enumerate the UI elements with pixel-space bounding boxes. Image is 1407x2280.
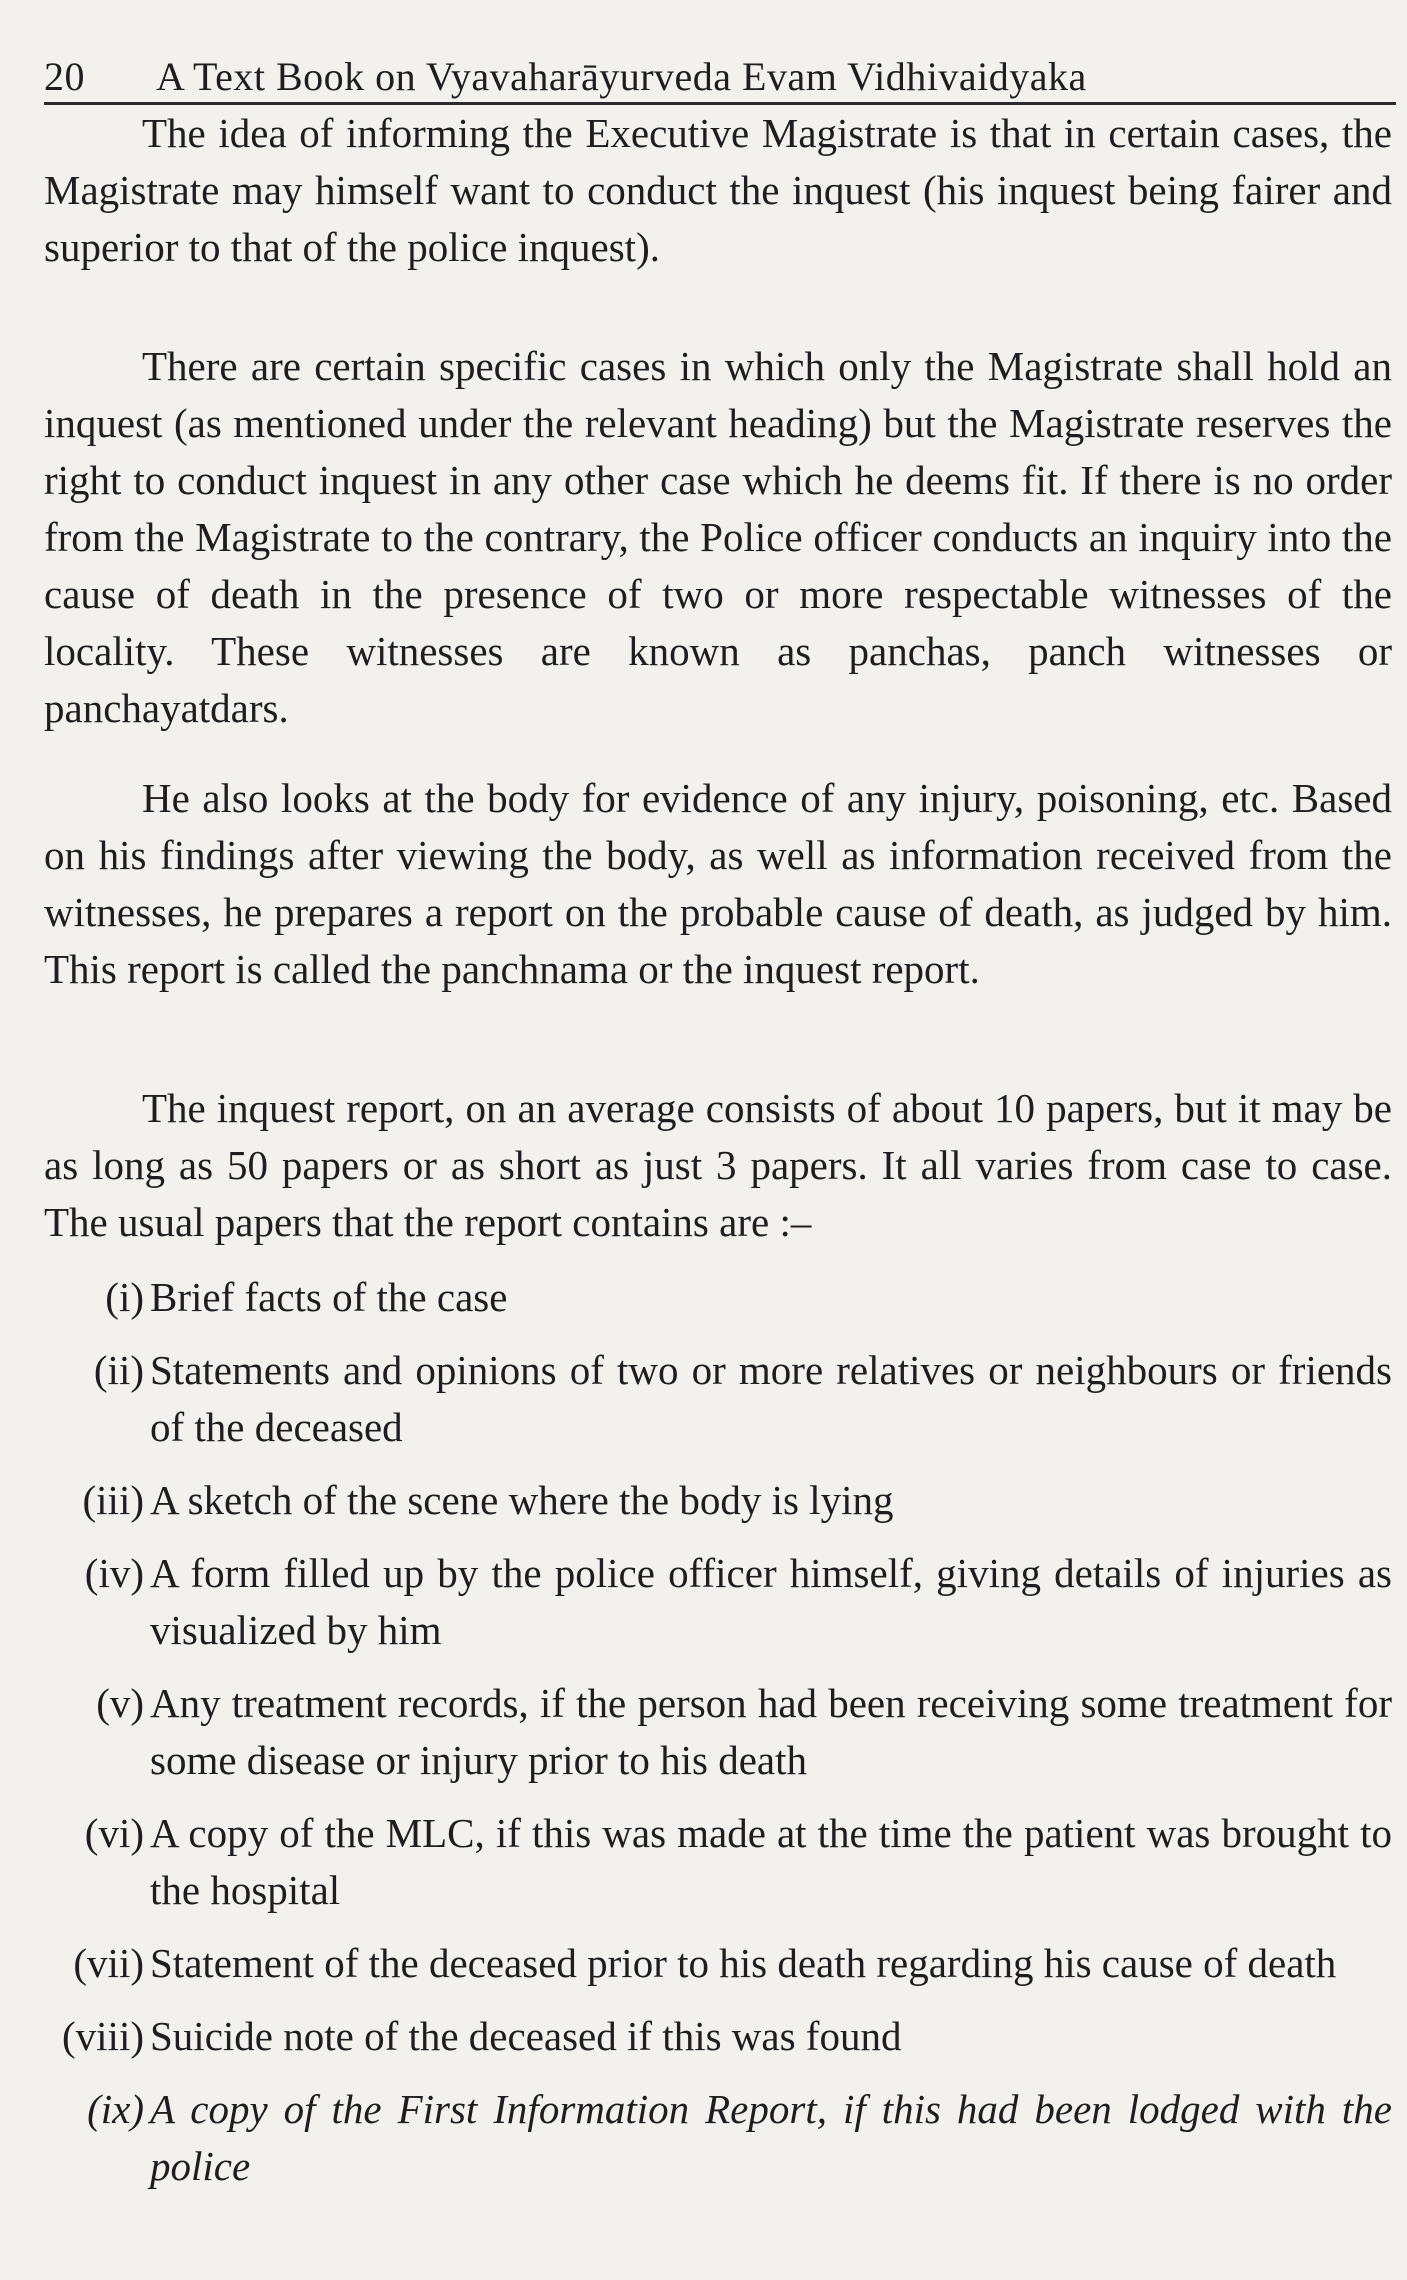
book-title: A Text Book on Vyavaharāyurveda Evam Vidhivaidyaka (156, 54, 1087, 99)
list-item (44, 1269, 1392, 1326)
list-item-text: A copy of the MLC, if this was made at the time the patient was brought to the hospital (150, 1810, 1392, 1913)
list-item (44, 1675, 1392, 1789)
list-item-text: Statement of the deceased prior to his death regarding his cause of death (150, 1940, 1337, 1986)
list-marker: (v) (96, 1680, 144, 1726)
paragraph-police-inquiry: There are certain specific cases in which only the Magistrate shall hold an inquest (as mentioned under the relevant heading) but the Magistrate reserves the right to conduct inquest in any other case which he deems fit. If there is no order from the Magistrate to the contrary, the Police officer conducts an inquiry into the cause of death in the presence of two or more respectable witnesses of the locality. These witnesses are known as panchas, panch witnesses or panchayatdars. (44, 343, 1392, 731)
paragraph-panchnama: He also looks at the body for evidence of any injury, poisoning, etc. Based on his findings after viewing the body, as well as information received from the witnesses, he prepares a report on the probable cause of death, as judged by him. This report is called the panchnama or the inquest report. (44, 775, 1392, 992)
list-marker: (i) (105, 1274, 144, 1320)
running-header (44, 52, 1396, 105)
list-item (44, 1342, 1392, 1456)
list-item-text: Brief facts of the case (150, 1274, 508, 1320)
list-item (44, 1935, 1392, 1992)
list-marker: (viii) (62, 2013, 144, 2059)
list-item-text: Any treatment records, if the person had been receiving some treatment for some disease or injury prior to his death (150, 1680, 1392, 1783)
list-item (44, 1805, 1392, 1919)
list-item-text: A form filled up by the police officer himself, giving details of injuries as visualized by him (150, 1550, 1392, 1653)
paragraph-report-contents: The inquest report, on an average consists of about 10 papers, but it may be as long as 50 papers or as short as just 3 papers. It all varies from case to case. The usual papers that the report contains are :– (44, 1085, 1392, 1245)
list-marker: (ix) (87, 2086, 144, 2132)
list-item-text: A sketch of the scene where the body is lying (150, 1477, 894, 1523)
list-marker: (ii) (93, 1347, 144, 1393)
list-item-text: Statements and opinions of two or more relatives or neighbours or friends of the deceased (150, 1347, 1392, 1450)
list-item-text: A copy of the First Information Report, if this had been lodged with the police (150, 2086, 1392, 2189)
list-marker: (iii) (82, 1477, 144, 1523)
page-number: 20 (44, 54, 85, 99)
list-item-text: Suicide note of the deceased if this was found (150, 2013, 902, 2059)
list-marker: (vi) (84, 1810, 144, 1856)
paragraph-magistrate-inquest: The idea of informing the Executive Magistrate is that in certain cases, the Magistrate may himself want to conduct the inquest (his inquest being fairer and superior to that of the police inquest). (44, 110, 1392, 270)
list-marker: (iv) (84, 1550, 144, 1596)
report-papers-list (44, 1269, 1392, 2211)
list-item (44, 1545, 1392, 1659)
list-item (44, 1472, 1392, 1529)
list-item (44, 2081, 1392, 2195)
list-marker: (vii) (73, 1940, 144, 1986)
list-item (44, 2008, 1392, 2065)
